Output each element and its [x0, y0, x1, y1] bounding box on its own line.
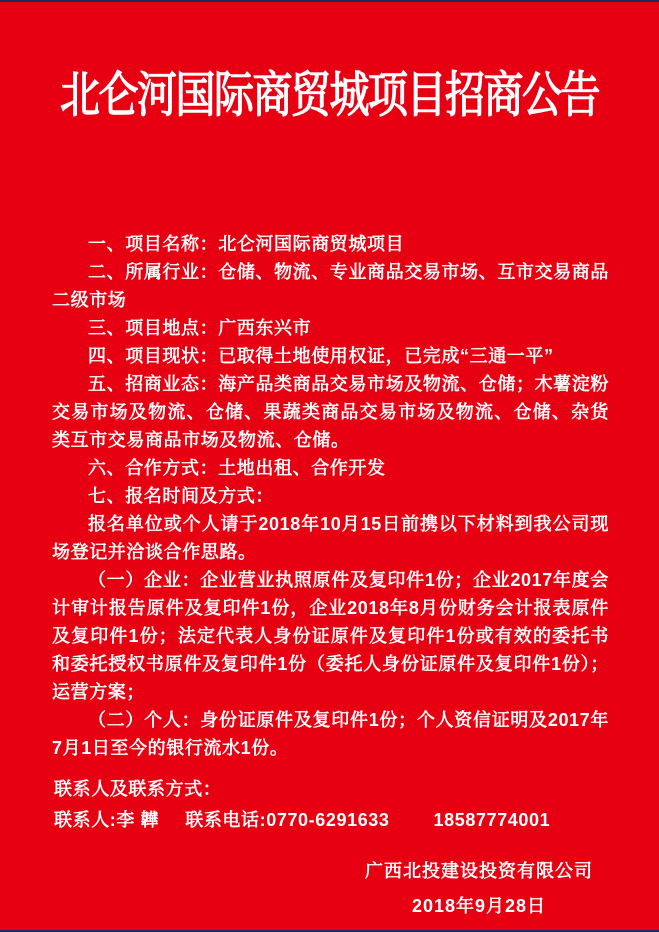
poster-title-area: [0, 2, 659, 170]
contact-person-name: 李 韡: [116, 810, 160, 830]
body-paragraph: 三、项目地点：广西东兴市: [88, 318, 312, 338]
contact-section: [54, 774, 609, 836]
poster-body: [52, 170, 609, 762]
body-paragraph: 一、项目名称：北仑河国际商贸城项目: [88, 234, 405, 254]
body-paragraph: 五、招商业态：海产品类商品交易市场及物流、仓储；木薯淀粉交易市场及物流、仓储、果蔬类商品交易市场及物流、仓储、杂货类互市交易商品市场及物流、仓储。: [52, 374, 609, 450]
body-paragraph: （二）个人：身份证原件及复印件1份；个人资信证明及2017年7月1日至今的银行流水1份。: [52, 710, 609, 758]
signature-block: [365, 854, 593, 924]
announcement-date: 2018年9月28日: [411, 896, 547, 916]
company-name: 广西北投建设投资有限公司: [365, 861, 593, 881]
body-paragraph: 二、所属行业：仓储、物流、专业商品交易市场、互市交易商品二级市场: [52, 262, 609, 310]
contact-phone-label: 联系电话:: [185, 810, 267, 830]
contact-line: [54, 805, 609, 836]
poster-title: 北仑河国际商贸城项目招商公告: [60, 67, 599, 123]
contact-phone-primary: 0770-6291633: [266, 810, 390, 830]
contact-heading: 联系人及联系方式：: [54, 779, 222, 799]
body-paragraph: （一）企业：企业营业执照原件及复印件1份；企业2017年度会计审计报告原件及复印件1份，企业2018年8月份财务会计报表原件及复印件1份；法定代表人身份证原件及复印件1份或有效的委托书和委托授权书原件及复印件1份（委托人身份证原件及复印件1份）；运营方案；: [52, 570, 609, 702]
contact-person-label: 联系人:: [54, 810, 117, 830]
contact-phone-secondary: 18587774001: [433, 810, 551, 830]
body-paragraph: 六、合作方式：土地出租、合作开发: [88, 458, 386, 478]
body-paragraph: 报名单位或个人请于2018年10月15日前携以下材料到我公司现场登记并洽谈合作思路。: [52, 514, 609, 562]
body-paragraph: 四、项目现状：已取得土地使用权证，已完成“三通一平”: [88, 346, 554, 366]
body-paragraph: 七、报名时间及方式：: [88, 486, 274, 506]
